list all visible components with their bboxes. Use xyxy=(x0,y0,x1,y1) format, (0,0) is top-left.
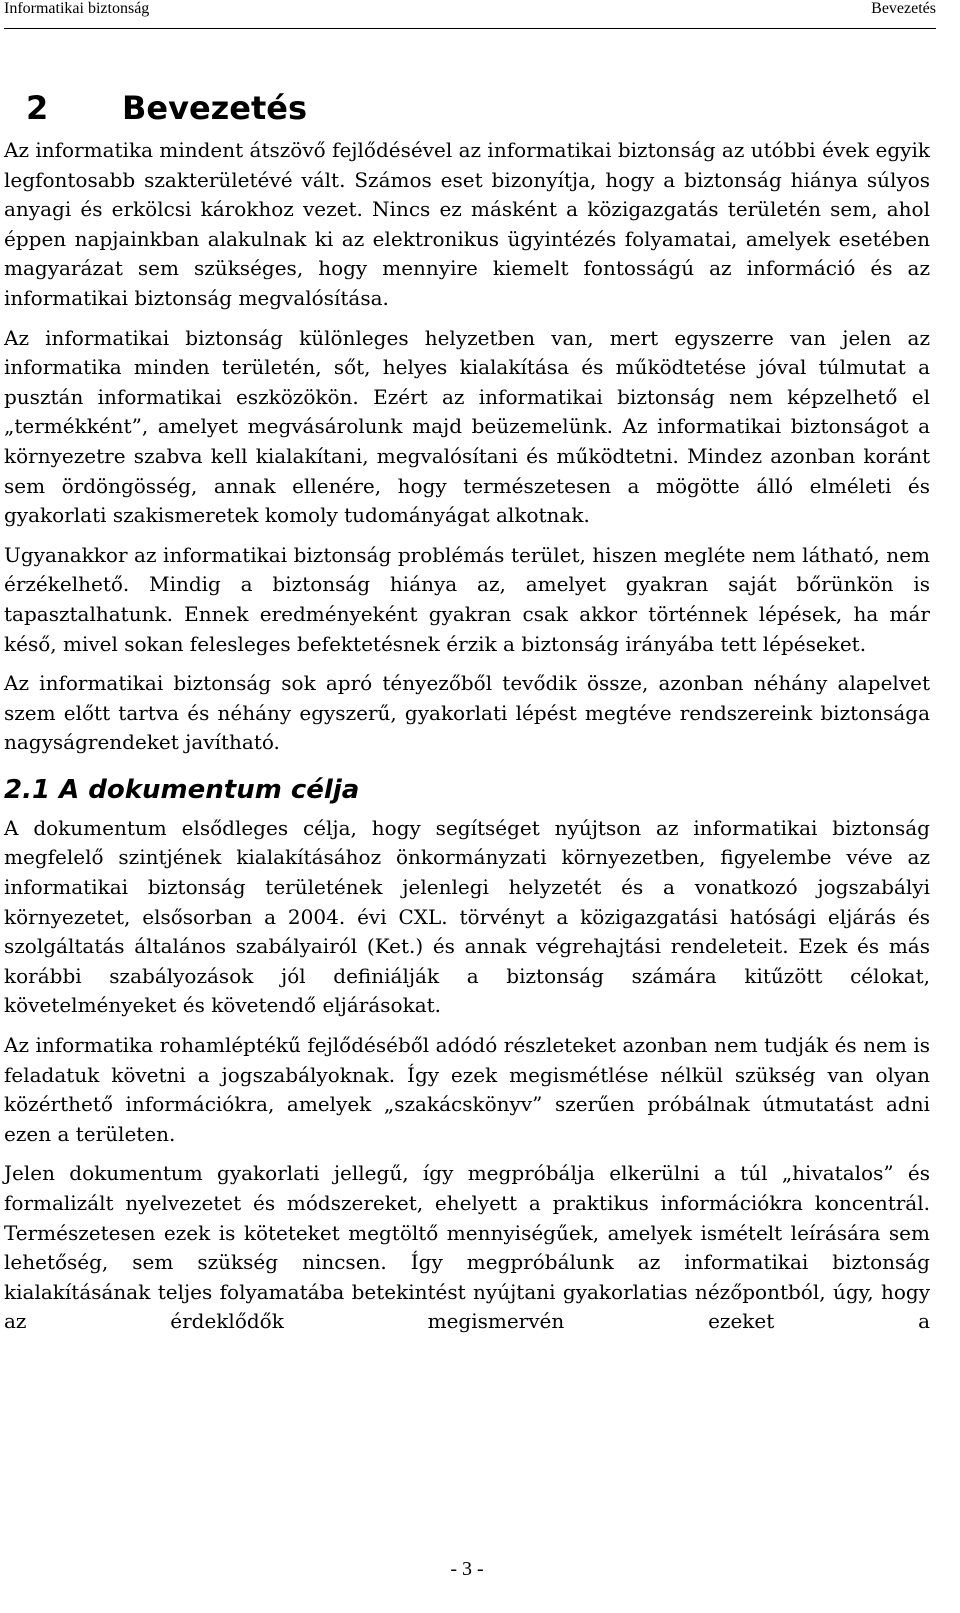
section-title: Bevezetés xyxy=(122,89,308,127)
page-number: - 3 - xyxy=(450,1558,484,1580)
header-document-title: Informatikai biztonság xyxy=(4,0,150,17)
section-paragraph-2: Az informatikai biztonság különleges helyzetben van, mert egyszerre van jelen az informatika minden területén, sőt, helyes kialakítása és működtetése jóval túlmutat a pusztán informatikai eszközökön. Ezért az informatikai biztonság nem képzelhető el „termékként”, amelyet megvásárolunk majd beüzemelünk. Az informatikai biztonságot a környezetre szabva kell kialakítani, megvalósítani és működtetni. Mindez azonban koránt sem ördöngösség, annak ellenére, hogy természetesen a mögötte álló elméleti és gyakorlati szakismeretek komoly tudományágat alkotnak. xyxy=(4,325,930,528)
section-number: 2 xyxy=(26,89,49,127)
subsection-paragraph-2: Az informatika rohamléptékű fejlődéséből adódó részleteket azonban nem tudják és nem is feladatuk követni a jogszabályoknak. Így ezek megismétlése nélkül szükség van olyan közérthető információkra, amelyek „szakácskönyv” szerűen próbálnak útmutatást adni ezen a területen. xyxy=(4,1033,930,1146)
section-paragraph-3: Ugyanakkor az informatikai biztonság problémás terület, hiszen megléte nem látható, nem érzékelhető. Mindig a biztonság hiánya az, amelyet gyakran saját bőrünkön is tapasztalhatunk. Ennek eredményeként gyakran csak akkor történnek lépések, ha már késő, mivel sokan felesleges befektetésnek érzik a biztonság irányába tett lépéseket. xyxy=(4,542,930,656)
section-paragraph-1: Az informatika mindent átszövő fejlődésével az informatikai biztonság az utóbbi évek egyik legfontosabb szakterületévé vált. Számos eset bizonyítja, hogy a biztonság hiánya súlyos anyagi és erkölcsi károkhoz vezet. Nincs ez másként a közigazgatás területén sem, ahol éppen napjainkban alakulnak ki az elektronikus ügyintézés folyamatai, amelyek esetében magyarázat sem szükséges, hogy mennyire kiemelt fontosságú az információ és az informatikai biztonság megvalósítása. xyxy=(4,138,930,310)
section-paragraph-4: Az informatikai biztonság sok apró tényezőből tevődik össze, azonban néhány alapelvet szem előtt tartva és néhány egyszerű, gyakorlati lépést megtéve rendszereink biztonsága nagyságrendeket javítható. xyxy=(4,671,930,755)
section-heading xyxy=(4,80,930,136)
subsection-paragraph-1: A dokumentum elsődleges célja, hogy segítséget nyújtson az informatikai biztonság megfelelő szintjének kialakításához önkormányzati környezetben, figyelembe véve az informatikai biztonság területének jelenlegi helyzetét és a vonatkozó jogszabályi környezetet, elsősorban a 2004. évi CXL. törvényt a közigazgatási hatósági eljárás és szolgáltatás általános szabályairól (Ket.) és annak végrehajtási rendeleteit. Ezek és más korábbi szabályozások jól definiálják a biztonság számára kitűzött célokat, követelményeket és követendő eljárásokat. xyxy=(4,815,930,1018)
running-header xyxy=(4,0,936,29)
subsection-heading: 2.1 A dokumentum célja xyxy=(4,774,360,805)
page-content xyxy=(4,80,930,1347)
subsection-paragraph-3: Jelen dokumentum gyakorlati jellegű, így megpróbálja elkerülni a túl „hivatalos” és formalizált nyelvezetet és módszereket, ehelyett a praktikus információkra koncentrál. Természetesen ezek is köteteket megtöltő mennyiségűek, amelyek ismételt leírására sem lehetőség, sem szükség nincsen. Így megpróbálunk az informatikai biztonság kialakításának teljes folyamatába betekintést nyújtani gyakorlatias nézőpontból, úgy, hogy az érdeklődők megismervén ezeket a xyxy=(4,1161,930,1334)
header-chapter-title: Bevezetés xyxy=(871,0,936,17)
